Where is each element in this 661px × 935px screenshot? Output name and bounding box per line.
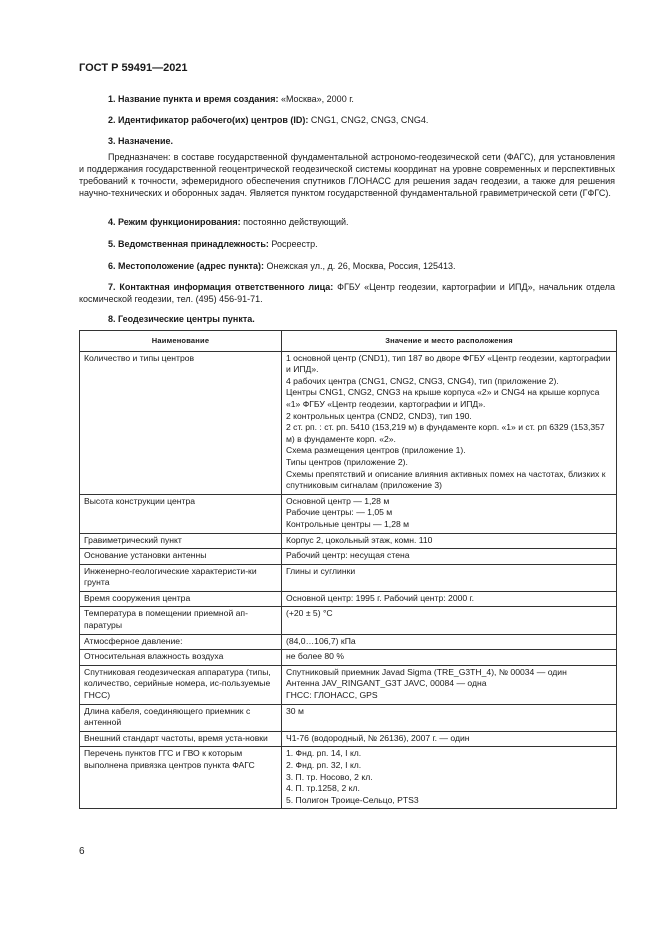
section-4-value: постоянно действующий.: [240, 217, 349, 227]
section-3-text: Предназначен: в составе государственной фундаментальной астрономо-геодезической сети (ФАГС), для установления и поддержания государственной геоцентрической геодезической системы координат на уровне современных и перспективных требований к точности, эфемеридного обеспечения спутников ГЛОНАСС для решения задач геодезии, а также для решения научно-технических и оборонных задач. Является пунктом государственной фундаментальной гравиметрической сети (ГФГС).: [79, 152, 615, 198]
row-value-cell: [282, 591, 617, 607]
table-row: [80, 607, 617, 634]
row-value-cell: [282, 634, 617, 650]
row-name-cell: Основание установки антенны: [80, 549, 282, 565]
value-line: 4. П. тр.1258, 2 кл.: [286, 783, 360, 794]
section-6-title: 6. Местоположение (адрес пункта):: [108, 261, 265, 271]
row-value-cell: [282, 607, 617, 634]
value-line: Корпус 2, цокольный этаж, комн. 110: [286, 534, 433, 545]
row-value-cell: [282, 747, 617, 809]
value-line: Основной центр — 1,28 м: [286, 495, 390, 506]
value-line: 1. Фнд. рп. 14, I кл.: [286, 748, 362, 759]
section-5-value: Росреестр.: [268, 239, 318, 249]
table-row: [80, 650, 617, 666]
value-line: Контрольные центры — 1,28 м: [286, 518, 410, 529]
section-4: [79, 216, 644, 228]
row-name-cell: Атмосферное давление:: [80, 634, 282, 650]
table-row: [80, 549, 617, 565]
table-row: [80, 747, 617, 809]
row-name-cell: Количество и типы центров: [80, 351, 282, 494]
value-line: Основной центр: 1995 г. Рабочий центр: 2000 г.: [286, 592, 475, 603]
table-row: [80, 704, 617, 731]
row-value-cell: [282, 650, 617, 666]
value-line: 30 м: [286, 705, 304, 716]
row-value-cell: [282, 549, 617, 565]
table-row: [80, 564, 617, 591]
row-value-cell: [282, 533, 617, 549]
row-value-cell: [282, 665, 617, 704]
value-line: 4 рабочих центра (CNG1, CNG2, CNG3, CNG4), тип (приложение 2).: [286, 375, 559, 386]
section-6-value: Онежская ул., д. 26, Москва, Россия, 125413.: [264, 261, 456, 271]
value-line: Рабочий центр: несущая стена: [286, 550, 410, 561]
table-row: [80, 591, 617, 607]
section-7-value: ФГБУ «Центр геодезии, картографии и ИПД», начальник отдела космической геодезии, тел. (495) 456-91-71.: [79, 282, 615, 304]
table-row: [80, 494, 617, 533]
value-line: 2 ст. рп. : ст. рп. 5410 (153,219 м) в фундаменте корп. «1» и ст. рп 6329 (153,357 м) в фундаменте корп. «2».: [286, 422, 605, 444]
value-line: 3. П. тр. Носово, 2 кл.: [286, 771, 373, 782]
section-4-title: 4. Режим функционирования:: [108, 217, 241, 227]
row-name-cell: Перечень пунктов ГГС и ГВО к которым выполнена привязка центров пункта ФАГС: [80, 747, 282, 809]
section-2-title: 2. Идентификатор рабочего(их) центров (ID):: [108, 115, 309, 125]
table-row: [80, 351, 617, 494]
value-line: (84,0…106,7) кПа: [286, 635, 356, 646]
section-2: [79, 114, 644, 126]
table-body: [80, 351, 617, 809]
row-name-cell: Длина кабеля, соединяющего приемник с антенной: [80, 704, 282, 731]
section-1-value: «Москва», 2000 г.: [278, 94, 354, 104]
column-header-name: Наименование: [80, 331, 282, 352]
section-6: [79, 260, 644, 272]
section-5-title: 5. Ведомственная принадлежность:: [108, 239, 269, 249]
value-line: Ч1-76 (водородный, № 26136), 2007 г. — один: [286, 732, 470, 743]
row-name-cell: Высота конструкции центра: [80, 494, 282, 533]
geodetic-centers-table: [79, 330, 617, 809]
value-line: Схемы препятствий и описание влияния активных помех на частотах, близких к спутниковым сигналам (приложение 3): [286, 468, 606, 491]
value-line: 1 основной центр (CND1), тип 187 во дворе ФГБУ «Центр геодезии, картографии и ИПД».: [286, 352, 611, 375]
table-row: [80, 731, 617, 747]
section-7: [79, 281, 615, 305]
table-row: [80, 634, 617, 650]
row-name-cell: Гравиметрический пункт: [80, 533, 282, 549]
page-number: 6: [79, 846, 85, 857]
row-name-cell: Температура в помещении приемной ап-паратуры: [80, 607, 282, 634]
value-line: ГНСС: ГЛОНАСС, GPS: [286, 690, 378, 701]
value-line: (+20 ± 5) °С: [286, 608, 333, 619]
section-7-title: 7. Контактная информация ответственного лица:: [108, 282, 334, 292]
value-line: 2 контрольных центра (CND2, CND3), тип 190.: [286, 410, 472, 421]
section-3-title: 3. Назначение.: [108, 136, 174, 146]
row-value-cell: [282, 351, 617, 494]
value-line: Глины и суглинки: [286, 565, 356, 576]
value-line: Центры CNG1, CNG2, CNG3 на крыше корпуса «2» и CNG4 на крыше корпуса «1» ФГБУ «Центр геодезии, картографии и ИПД».: [286, 387, 600, 409]
row-value-cell: [282, 494, 617, 533]
value-line: Типы центров (приложение 2).: [286, 456, 408, 467]
section-2-value: CNG1, CNG2, CNG3, CNG4.: [308, 115, 429, 125]
value-line: не более 80 %: [286, 651, 344, 662]
document-header: ГОСТ Р 59491—2021: [79, 62, 188, 74]
section-1: [79, 93, 644, 105]
value-line: Рабочие центры: — 1,05 м: [286, 507, 393, 518]
table-header-row: [80, 331, 617, 352]
section-5: [79, 238, 644, 250]
value-line: 2. Фнд. рп. 32, I кл.: [286, 760, 362, 770]
value-line: 5. Полигон Троице-Сельцо, PTS3: [286, 794, 419, 805]
row-value-cell: [282, 564, 617, 591]
row-name-cell: Инженерно-геологические характеристи-ки грунта: [80, 564, 282, 591]
section-1-title: 1. Название пункта и время создания:: [108, 94, 279, 104]
row-value-cell: [282, 731, 617, 747]
column-header-value: Значение и место расположения: [282, 331, 617, 352]
value-line: Антенна JAV_RINGANT_G3T JAVC, 00084 — одна: [286, 678, 487, 689]
row-name-cell: Относительная влажность воздуха: [80, 650, 282, 666]
row-name-cell: Время сооружения центра: [80, 591, 282, 607]
row-name-cell: Спутниковая геодезическая аппаратура (типы, количество, серийные номера, ис-пользуемые ГНСС): [80, 665, 282, 704]
table-row: [80, 665, 617, 704]
row-name-cell: Внешний стандарт частоты, время уста-новки: [80, 731, 282, 747]
table-row: [80, 533, 617, 549]
value-line: Спутниковый приемник Javad Sigma (TRE_G3TH_4), № 00034 — один: [286, 666, 567, 677]
value-line: Схема размещения центров (приложение 1).: [286, 445, 466, 456]
section-8-title: 8. Геодезические центры пункта.: [108, 314, 255, 324]
row-value-cell: [282, 704, 617, 731]
